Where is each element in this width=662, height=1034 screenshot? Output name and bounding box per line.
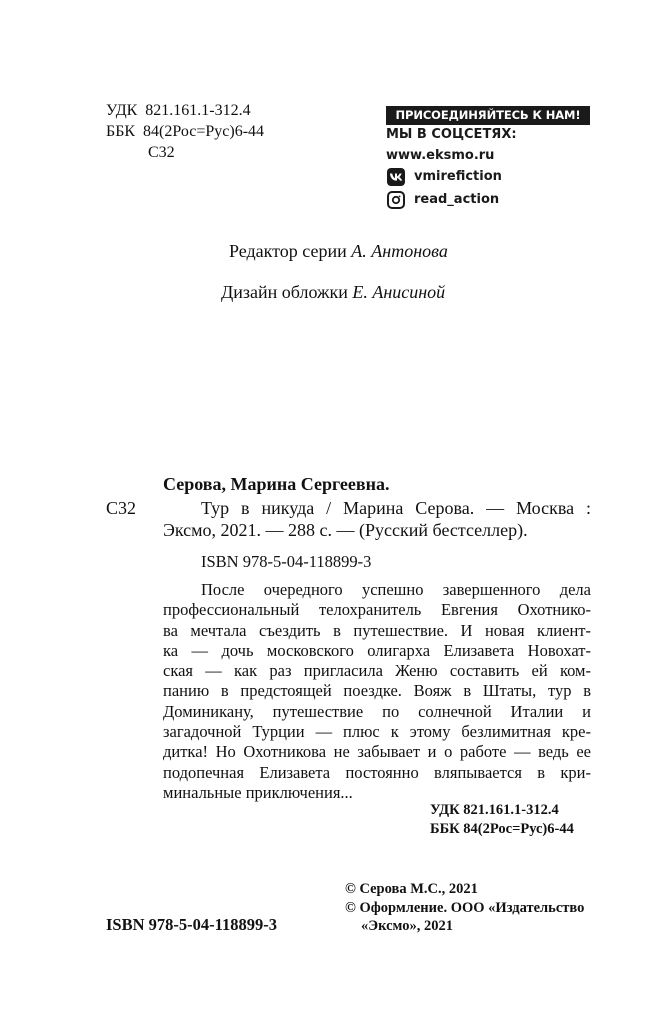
annotation-line: подопечная Елизавета постоянно вляпывается в кри- <box>163 762 591 782</box>
instagram-handle[interactable]: read_action <box>414 192 500 207</box>
cover-design-credit <box>221 281 445 303</box>
social-subtitle: МЫ В СОЦСЕТЯХ: <box>386 127 517 142</box>
bbk-line: ББК 84(2Рос=Рус)6-44 <box>106 123 265 140</box>
annotation-line: минальные приключения... <box>163 782 353 802</box>
vk-handle[interactable]: vmirefiction <box>414 169 502 184</box>
series-editor-credit <box>229 240 448 262</box>
record-code: С32 <box>106 498 137 518</box>
udk-line: УДК 821.161.1-312.4 <box>106 102 251 119</box>
annotation-line: ка — дочь московского олигарха Елизавета Новохат- <box>163 640 591 660</box>
design-name: Е. Анисиной <box>352 282 446 302</box>
annotation-line: дитка! Но Охотникова не забывает и о работе — ведь ее <box>163 742 591 762</box>
record-title-line-2: Эксмо, 2021. — 288 с. — (Русский бестселлер). <box>163 520 528 540</box>
record-title-line-1: Тур в никуда / Марина Серова. — Москва : <box>201 498 591 518</box>
vk-icon <box>387 168 405 186</box>
instagram-icon <box>387 191 405 209</box>
annotation-line: загадочной Турции — плюс к этому безлимитная кре- <box>163 722 591 742</box>
author-code: С32 <box>148 144 175 161</box>
copyright-design-line-2: «Эксмо», 2021 <box>361 918 453 934</box>
design-label: Дизайн обложки <box>221 282 348 302</box>
annotation-line: профессиональный телохранитель Евгения Охотнико- <box>163 600 591 620</box>
annotation-line: После очередного успешно завершенного дела <box>201 580 591 599</box>
editor-name: А. Антонова <box>351 241 448 261</box>
annotation-line: ская — как раз пригласила Женю составить ей ком- <box>163 661 591 681</box>
annotation-line: ва мечтала съездить в путешествие. И новая клиент- <box>163 620 591 640</box>
annotation-line: панию в предстоящей поездке. Вояж в Штаты, тур в <box>163 681 591 701</box>
annotation-udk: УДК 821.161.1-312.4 <box>430 802 559 818</box>
copyright-author: © Серова М.С., 2021 <box>345 881 478 897</box>
annotation <box>163 580 591 803</box>
record-isbn: ISBN 978-5-04-118899-3 <box>201 552 372 571</box>
bottom-isbn: ISBN 978-5-04-118899-3 <box>106 915 277 934</box>
annotation-line: Доминикану, путешествие по солнечной Италии и <box>163 701 591 721</box>
record-author: Серова, Марина Сергеевна. <box>163 474 390 494</box>
website-link[interactable]: www.eksmo.ru <box>386 148 495 163</box>
join-us-banner: ПРИСОЕДИНЯЙТЕСЬ К НАМ! <box>386 106 590 125</box>
editor-label: Редактор серии <box>229 241 347 261</box>
annotation-bbk: ББК 84(2Рос=Рус)6-44 <box>430 821 574 837</box>
copyright-design-line-1: © Оформление. ООО «Издательство <box>345 900 585 916</box>
